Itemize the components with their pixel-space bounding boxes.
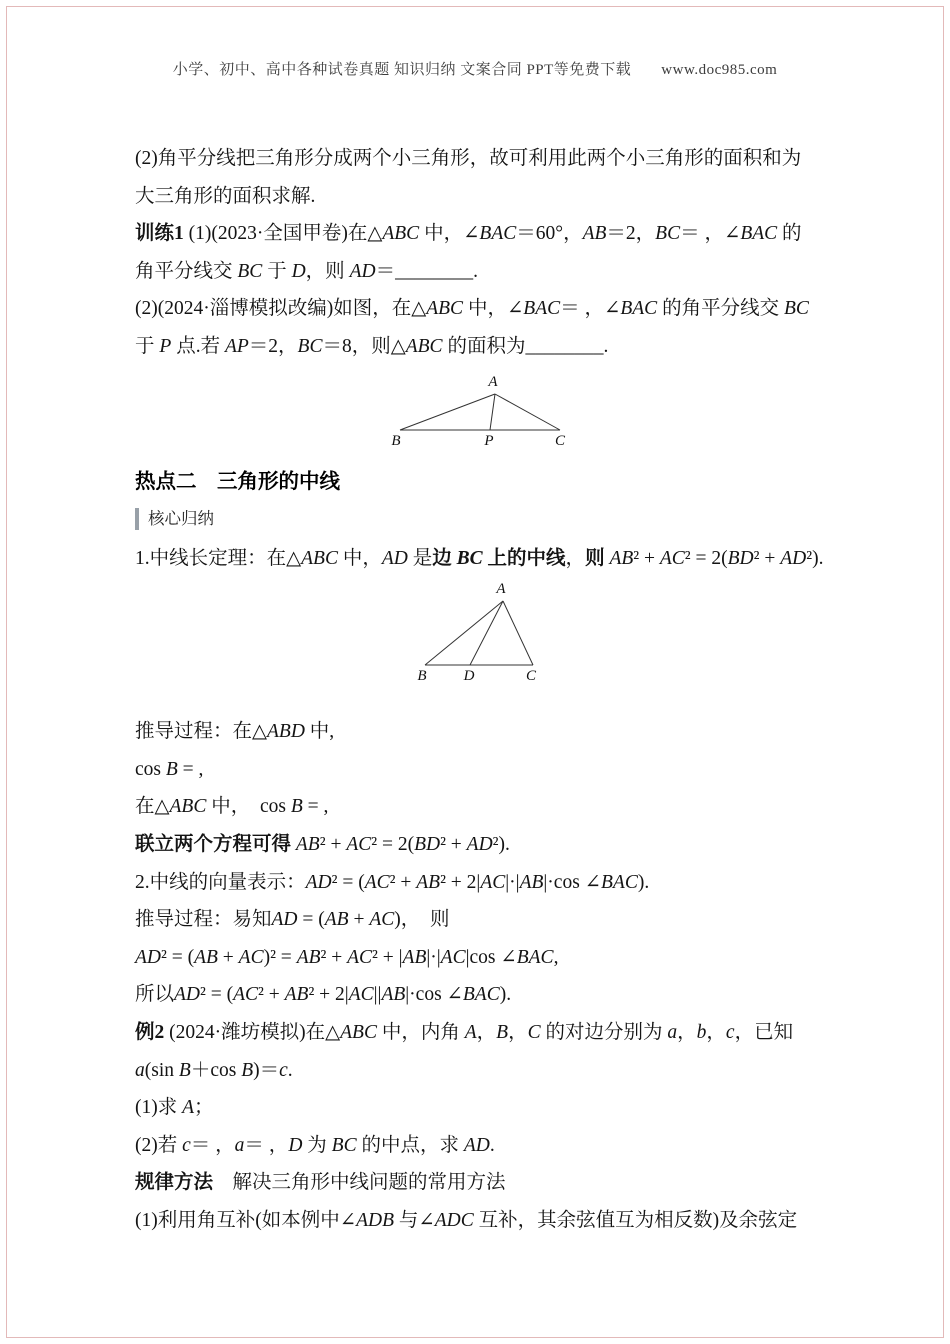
text-line: 推导过程：在△ABD 中, (135, 721, 335, 743)
text-line: 规律方法 解决三角形中线问题的常用方法 (135, 1172, 506, 1194)
text-line: 所以AD² = (AC² + AB² + 2|AC||AB|·cos ∠BAC). (135, 984, 512, 1006)
header-note: 小学、初中、高中各种试卷真题 知识归纳 文案合同 PPT等免费下载 (172, 62, 632, 78)
vertex-label-b: B (391, 432, 401, 448)
text-line: 2.中线的向量表示：AD² = (AC² + AB² + 2|AC|·|AB|·cos ∠BAC). (135, 871, 650, 893)
vertex-label-a: A (496, 581, 506, 598)
paragraph-block-3 (135, 713, 825, 1239)
text-line: cos B = , (135, 758, 204, 780)
section-heading: 热点二 三角形的中线 (135, 470, 340, 493)
text-line: 大三角形的面积求解. (135, 185, 316, 207)
text-line: 1.中线长定理：在△ABC 中，AD 是边 BC 上的中线，则 AB² + AC² = 2(BD² + AD²). (135, 547, 824, 569)
triangle-diagram-median (135, 581, 825, 685)
subsection-heading: 核心归纳 (135, 508, 825, 530)
triangle-svg-2 (415, 581, 545, 683)
text-line: AD² = (AB + AC)² = AB² + AC² + |AB|·|AC|cos ∠BAC, (135, 946, 559, 968)
text-line: a(sin B＋cos B)＝c. (135, 1059, 293, 1081)
text-line: 角平分线交 BC 于 D，则 AD＝________. (135, 260, 478, 282)
paragraph-block-1 (135, 140, 825, 366)
page-header (0, 58, 950, 79)
text-line: 训练1 (1)(2023·全国甲卷)在△ABC 中，∠BAC＝60°，AB＝2，BC＝ ，∠BAC 的 (135, 223, 802, 245)
vertex-label-b: B (417, 668, 427, 684)
triangle-svg-1 (390, 372, 570, 448)
vertex-label-a: A (488, 373, 498, 390)
text-line: (1)利用角互补(如本例中∠ADB 与∠ADC 互补，其余弦值互为相反数)及余弦定 (135, 1209, 798, 1231)
vertex-label-c: C (525, 668, 537, 684)
text-line: 联立两个方程可得 AB² + AC² = 2(BD² + AD²). (135, 833, 510, 855)
text-line: 例2 (2024·潍坊模拟)在△ABC 中，内角 A，B，C 的对边分别为 a，b，c，已知 (135, 1021, 794, 1043)
paragraph-block-2 (135, 540, 825, 578)
triangle-diagram-angle-bisector (135, 372, 825, 452)
text-line: 推导过程：易知AD = (AB + AC)， 则 (135, 909, 450, 931)
vertex-label-d: D (463, 668, 475, 684)
vertex-label-c: C (554, 432, 566, 448)
text-line: 于 P 点.若 AP＝2，BC＝8，则△ABC 的面积为________. (135, 335, 609, 357)
site-url: www.doc985.com (661, 62, 778, 78)
document-body (135, 140, 825, 1239)
text-line: (2)(2024·淄博模拟改编)如图，在△ABC 中，∠BAC＝ ，∠BAC 的角平分线交 BC (135, 298, 809, 320)
text-line: (1)求 A； (135, 1097, 214, 1119)
vertex-label-p: P (484, 432, 494, 448)
text-line: (2)若 c＝ ，a＝ ，D 为 BC 的中点，求 AD. (135, 1134, 495, 1156)
text-line: (2)角平分线把三角形分成两个小三角形，故可利用此两个小三角形的面积和为 (135, 148, 802, 169)
text-line: 在△ABC 中， cos B = , (135, 796, 329, 818)
